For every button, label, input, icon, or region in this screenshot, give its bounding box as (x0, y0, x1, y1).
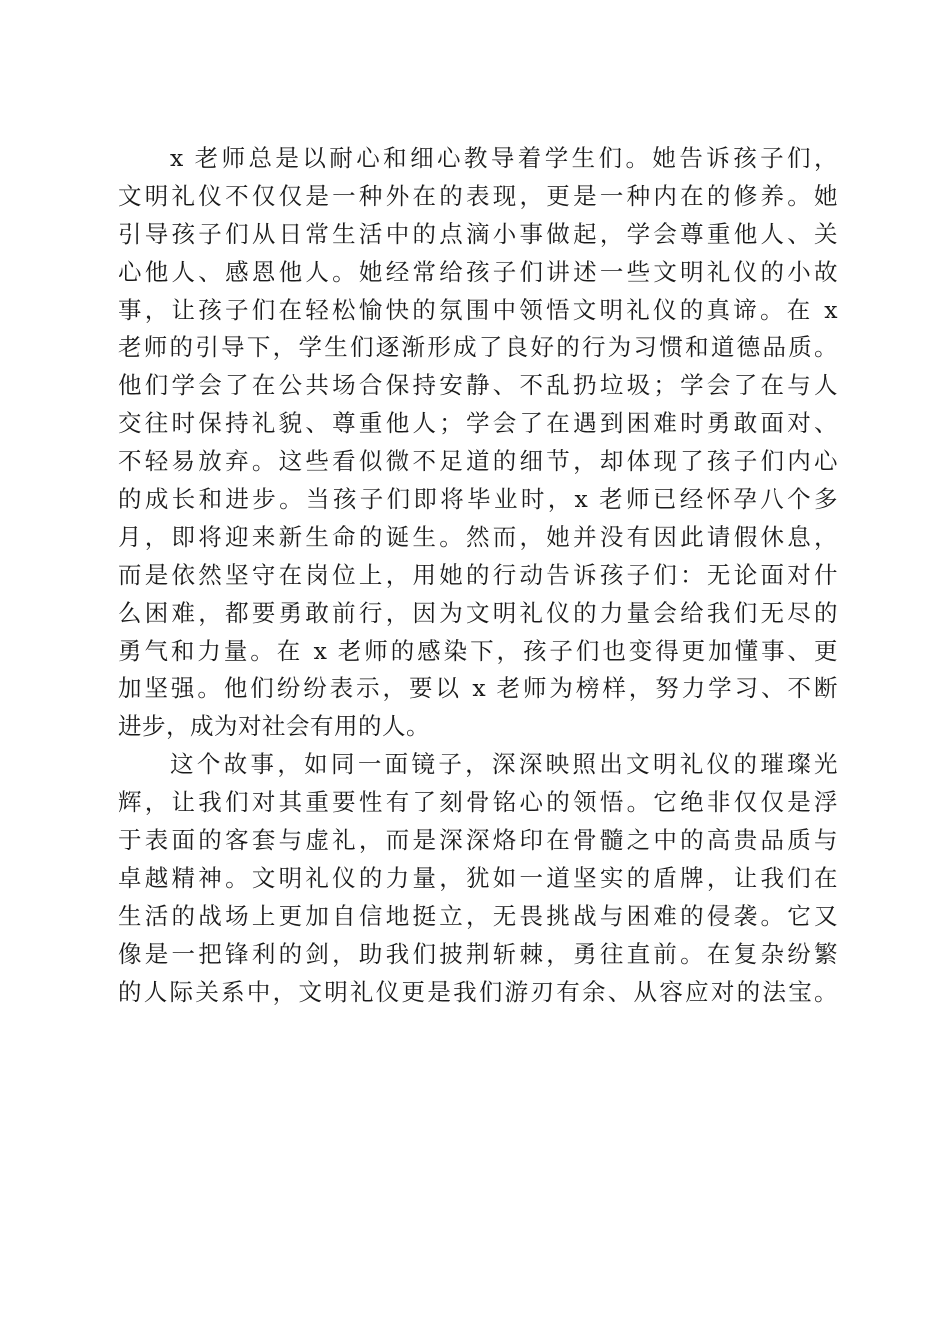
text-line: 事，让孩子们在轻松愉快的氛围中领悟文明礼仪的真谛。在 x (118, 295, 838, 324)
text-line: 而是依然坚守在岗位上，用她的行动告诉孩子们：无论面对什 (118, 560, 838, 589)
text-line: 生活的战场上更加自信地挺立，无畏挑战与困难的侵袭。它又 (118, 901, 838, 930)
text-line: 不轻易放弃。这些看似微不足道的细节，却体现了孩子们内心 (118, 447, 838, 476)
text-line: 进步，成为对社会有用的人。 (118, 712, 430, 741)
body-text (118, 140, 838, 1011)
text-line: 交往时保持礼貌、尊重他人；学会了在遇到困难时勇敢面对、 (118, 409, 838, 438)
text-line: 勇气和力量。在 x 老师的感染下，孩子们也变得更加懂事、更 (118, 636, 838, 665)
text-line: 辉，让我们对其重要性有了刻骨铭心的领悟。它绝非仅仅是浮 (118, 788, 838, 817)
text-line: 像是一把锋利的剑，助我们披荆斩棘，勇往直前。在复杂纷繁 (118, 939, 838, 968)
text-line: 加坚强。他们纷纷表示，要以 x 老师为榜样，努力学习、不断 (118, 674, 838, 703)
text-line: 老师的引导下，学生们逐渐形成了良好的行为习惯和道德品质。 (118, 333, 838, 362)
text-line: 引导孩子们从日常生活中的点滴小事做起，学会尊重他人、关 (118, 219, 838, 248)
text-line: 这个故事，如同一面镜子，深深映照出文明礼仪的璀璨光 (170, 750, 838, 779)
text-line: 月，即将迎来新生命的诞生。然而，她并没有因此请假休息， (118, 522, 838, 551)
text-line: 卓越精神。文明礼仪的力量，犹如一道坚实的盾牌，让我们在 (118, 863, 838, 892)
paragraph-2 (118, 746, 838, 1011)
text-line: 的人际关系中，文明礼仪更是我们游刃有余、从容应对的法宝。 (118, 977, 838, 1006)
text-line: x 老师总是以耐心和细心教导着学生们。她告诉孩子们， (170, 144, 838, 172)
text-line: 的成长和进步。当孩子们即将毕业时，x 老师已经怀孕八个多 (118, 485, 838, 514)
text-line: 心他人、感恩他人。她经常给孩子们讲述一些文明礼仪的小故 (118, 257, 838, 286)
text-line: 他们学会了在公共场合保持安静、不乱扔垃圾；学会了在与人 (118, 371, 838, 400)
text-line: 么困难，都要勇敢前行，因为文明礼仪的力量会给我们无尽的 (118, 598, 838, 627)
text-line: 文明礼仪不仅仅是一种外在的表现，更是一种内在的修养。她 (118, 181, 838, 210)
text-line: 于表面的客套与虚礼，而是深深烙印在骨髓之中的高贵品质与 (118, 826, 838, 855)
paragraph-1 (118, 140, 838, 746)
